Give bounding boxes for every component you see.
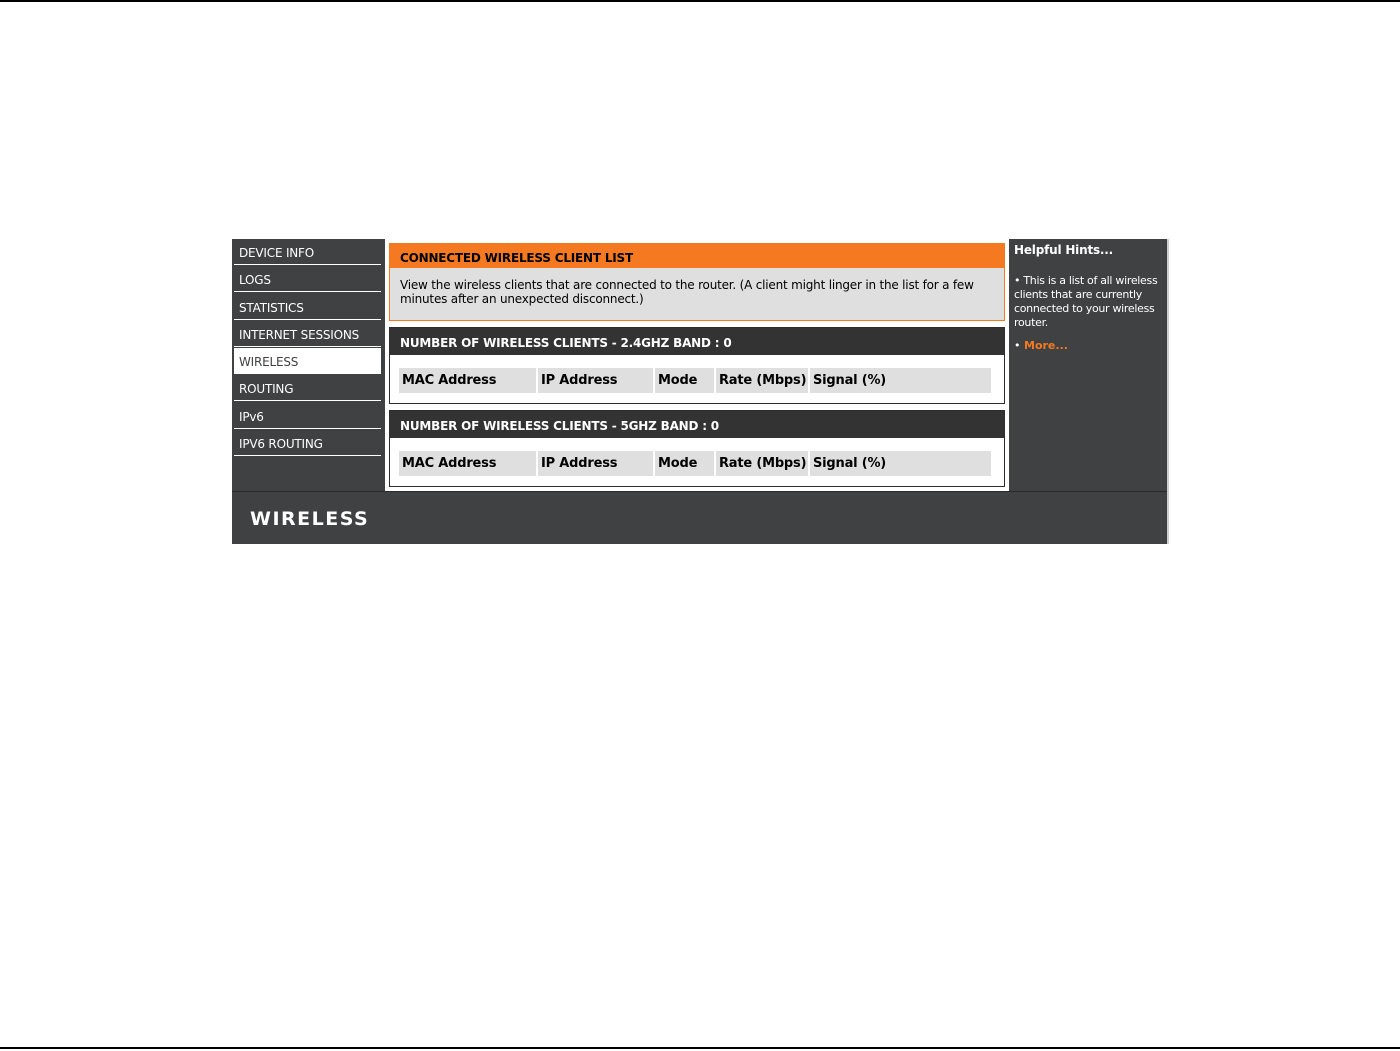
band-5ghz-section — [389, 410, 1005, 487]
column-header-signal: Signal (%) — [813, 456, 887, 471]
bullet-icon: • — [1014, 339, 1021, 352]
sidebar-item-routing[interactable]: ROUTING — [234, 375, 381, 401]
column-header-mac-address: MAC Address — [399, 368, 538, 393]
column-header-mode: Mode — [655, 368, 716, 393]
sidebar-item-logs[interactable]: LOGS — [234, 266, 381, 292]
column-header-mode: Mode — [655, 451, 716, 476]
sidebar-item-ipv6-routing[interactable]: IPV6 ROUTING — [234, 430, 381, 456]
router-admin-frame — [232, 239, 1169, 544]
frame-edge — [1167, 239, 1169, 544]
client-list-intro-box — [389, 243, 1005, 321]
sidebar-item-device-info[interactable]: DEVICE INFO — [234, 239, 381, 265]
band-5ghz-table-header — [399, 451, 991, 476]
band-5ghz-header: NUMBER OF WIRELESS CLIENTS - 5GHZ BAND : 0 — [390, 411, 1004, 438]
column-header-signal: Signal (%) — [813, 373, 887, 388]
sidebar-item-ipv6[interactable]: IPv6 — [234, 403, 381, 429]
sidebar-item-wireless[interactable]: WIRELESS — [234, 348, 381, 374]
band-24ghz-header: NUMBER OF WIRELESS CLIENTS - 2.4GHZ BAND : 0 — [390, 328, 1004, 355]
column-header-ip-address: IP Address — [538, 368, 655, 393]
page-title: CONNECTED WIRELESS CLIENT LIST — [390, 244, 1004, 268]
bottom-rule — [0, 1047, 1400, 1049]
helpful-hints-panel — [1010, 239, 1166, 491]
more-link[interactable]: More... — [1024, 339, 1068, 352]
sidebar-item-internet-sessions[interactable]: INTERNET SESSIONS — [234, 321, 381, 347]
hints-text: • This is a list of all wireless clients that are currently connected to your wireless router. — [1014, 274, 1158, 329]
footer-bar — [232, 491, 1169, 544]
hints-title: Helpful Hints... — [1014, 243, 1113, 257]
column-header-mac-address: MAC Address — [399, 451, 538, 476]
column-header-rate: Rate (Mbps) — [716, 368, 810, 393]
sidebar-item-statistics[interactable]: STATISTICS — [234, 294, 381, 320]
band-24ghz-section — [389, 327, 1005, 404]
hints-more — [1010, 330, 1166, 352]
main-content — [385, 239, 1009, 491]
sidebar-nav — [232, 239, 382, 491]
column-header-rate: Rate (Mbps) — [716, 451, 810, 476]
column-header-ip-address: IP Address — [538, 451, 655, 476]
page-description: View the wireless clients that are connected to the router. (A client might linger in the list for a few minutes after an unexpected disconnect.) — [400, 278, 974, 306]
section-brand-label: WIRELESS — [250, 508, 370, 530]
top-rule — [0, 0, 1400, 2]
band-24ghz-table-header — [399, 368, 991, 393]
